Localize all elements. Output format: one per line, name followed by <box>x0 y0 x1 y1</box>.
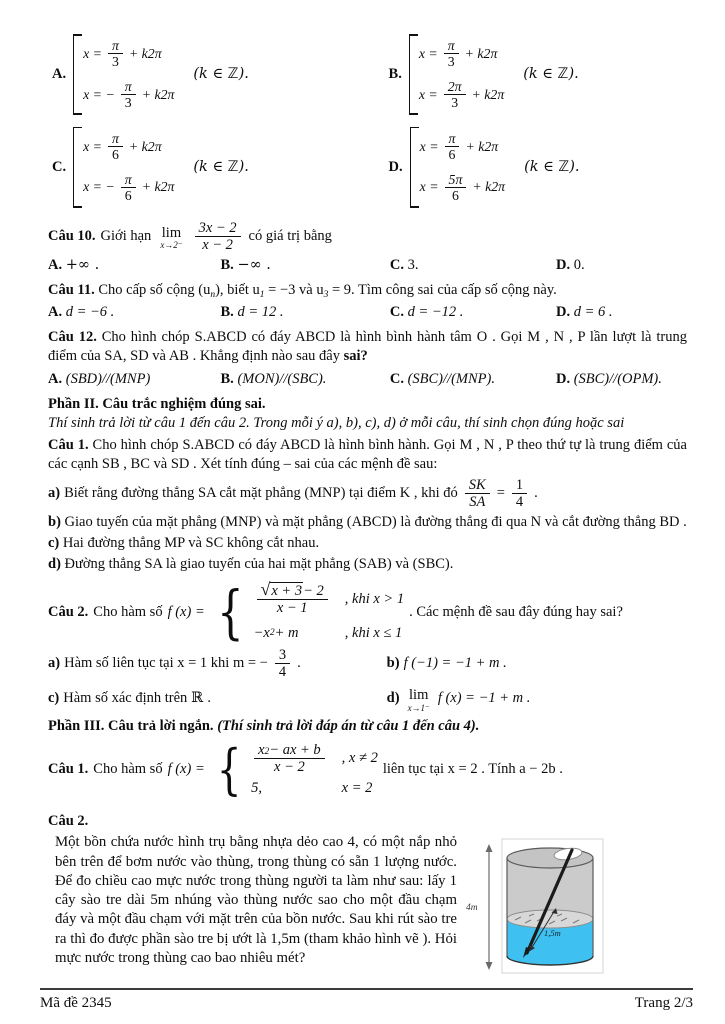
option-a <box>48 370 221 389</box>
fraction <box>444 79 466 111</box>
option-text: d = −12 . <box>407 304 464 321</box>
equation-system <box>410 127 509 208</box>
fraction <box>108 38 123 70</box>
part3-question-2 <box>48 833 687 979</box>
option-label: B. <box>220 304 234 321</box>
statement-label: b) <box>386 654 400 671</box>
q9-option-d <box>389 127 687 208</box>
lim-subscript: x→2⁻ <box>160 240 183 251</box>
equation-line <box>419 79 504 111</box>
height-label: 4m <box>466 903 478 914</box>
option-text: (SBD)//(MNP) <box>65 370 151 387</box>
part3-question-2-label: Câu 2. <box>48 813 89 830</box>
fraction <box>254 742 325 775</box>
question-label: Câu 10. <box>48 227 96 244</box>
question-text: . Các mệnh đề sau đây đúng hay sai? <box>409 603 623 620</box>
part3-heading: Phần III. Câu trả lời ngắn. <box>48 717 214 734</box>
denominator: 3 <box>112 54 119 70</box>
part3-instruction: (Thí sinh trả lời đáp án từ câu 1 đến câu 4). <box>217 717 480 734</box>
numerator: 3x − 2 <box>195 220 241 237</box>
math: x = <box>83 138 102 154</box>
option-label: D. <box>555 256 571 273</box>
denominator: 4 <box>515 494 524 511</box>
equation-line <box>83 38 174 70</box>
math: x = <box>418 86 438 102</box>
fraction <box>121 172 136 204</box>
fraction <box>444 38 459 70</box>
denominator: 6 <box>452 188 459 204</box>
p2q2-row-ab <box>48 645 687 682</box>
statement-a <box>48 647 387 680</box>
function-name: f (x) = <box>167 761 205 778</box>
math: x = − <box>83 179 115 195</box>
question-text: = 9. Tìm công sai của cấp số cộng này. <box>328 282 557 299</box>
lim-word: lim <box>161 224 182 241</box>
statement-d <box>387 686 687 711</box>
fraction <box>257 579 328 617</box>
period: . <box>297 654 301 671</box>
statement-text: Biết rằng đường thẳng SA cắt mặt phẳng (MNP) tại điểm K , khi đó <box>64 485 458 502</box>
option-text: 0. <box>573 256 585 273</box>
math: x = − <box>83 86 115 102</box>
math: −x <box>253 624 270 641</box>
limit <box>408 688 430 713</box>
equation-line <box>83 79 174 111</box>
denominator: x − 1 <box>276 600 308 617</box>
question-12 <box>48 328 687 366</box>
statement-c <box>48 534 687 553</box>
option-d <box>556 256 687 275</box>
question-11 <box>48 281 687 300</box>
option-label: C. <box>389 256 404 273</box>
part2-instruction: Thí sinh trả lời từ câu 1 đến câu 2. Trong mỗi ý a), b), c), d) ở mỗi câu, thí sinh chọn đúng hoặc sai <box>48 414 625 431</box>
question-label: Câu 2. <box>48 603 89 620</box>
numerator: SK <box>465 477 490 494</box>
p2q2-row-cd <box>48 684 687 713</box>
question-text: Cho hàm số <box>93 761 163 778</box>
numerator: π <box>108 131 123 147</box>
option-a <box>48 303 221 322</box>
math: + k2π <box>465 138 499 154</box>
math: − ax + b <box>269 741 321 758</box>
option-label: A. <box>52 65 67 82</box>
question-12-options <box>48 370 687 389</box>
numerator: 3 <box>275 647 290 664</box>
height-arrow-head-bottom <box>486 962 493 970</box>
denominator: 3 <box>124 95 132 111</box>
condition-1: , x ≠ 2 <box>341 749 378 766</box>
piece-1 <box>251 742 328 775</box>
question-text-bold: sai? <box>343 348 368 365</box>
statement-b <box>48 513 687 532</box>
period: . <box>207 689 211 706</box>
statement-text: f (−1) = −1 + m . <box>403 654 507 671</box>
option-label: A. <box>48 304 63 321</box>
option-text: (SBC)//(OPM). <box>573 370 662 387</box>
option-a <box>48 256 221 275</box>
math: + k2π <box>472 179 506 195</box>
page-footer <box>40 988 693 1014</box>
equation-line <box>420 131 505 163</box>
fraction <box>512 477 527 510</box>
numerator: 2π <box>444 79 466 95</box>
q9-option-b <box>389 34 687 115</box>
condition-1: , khi x > 1 <box>344 590 405 607</box>
option-text: d = 6 . <box>573 304 613 321</box>
option-text: d = −6 . <box>65 304 115 321</box>
question-label: Câu 11. <box>48 282 95 299</box>
math: x <box>258 741 265 758</box>
question-text: Cho hình chóp S.ABCD có đáy ABCD là hình bình hành. Gọi M , N , P theo thứ tự là trung điểm của các cạnh SB , BC và SD . Xét tính đúng – sai của các mệnh đề sau: <box>48 436 687 473</box>
statement-a <box>48 477 687 510</box>
numerator <box>257 579 328 600</box>
denominator: SA <box>469 494 486 511</box>
real-set-symbol: ℝ <box>191 689 204 706</box>
subscript: 3 <box>323 290 329 301</box>
equals: = <box>496 485 505 502</box>
statement-text: Đường thẳng SA là giao tuyến của hai mặt phẳng (SAB) và (SBC). <box>64 555 454 572</box>
statement-d <box>48 555 687 574</box>
left-brace: { <box>216 738 242 802</box>
statement-label: d) <box>48 555 61 572</box>
radicand: x + 3 <box>271 583 303 600</box>
statement-text: f (x) = −1 + m . <box>437 689 531 706</box>
denominator: 6 <box>112 147 119 163</box>
option-text: (SBC)//(MNP). <box>407 370 495 387</box>
subscript: n <box>210 290 216 301</box>
equation-system <box>409 34 508 115</box>
question-10-options <box>48 256 687 275</box>
question-text: Giới hạn <box>100 227 152 244</box>
denominator: 4 <box>278 663 287 680</box>
option-text: +∞ . <box>65 256 100 273</box>
option-text: d = 12 . <box>237 304 284 321</box>
numerator: 5π <box>445 172 467 188</box>
question-label: Câu 12. <box>48 329 97 346</box>
limit <box>160 226 182 251</box>
statement-c <box>48 689 387 708</box>
denominator: 6 <box>124 188 132 204</box>
option-text: (MON)//(SBC). <box>237 370 327 387</box>
equation-line <box>83 131 174 163</box>
statement-text: Giao tuyến của mặt phẳng (MNP) và mặt phẳng (ABCD) là đường thẳng đi qua N và cắt đường thẳng BD . <box>64 513 687 530</box>
condition-2: , khi x ≤ 1 <box>344 624 403 641</box>
fraction <box>465 477 490 510</box>
question-text: Cho cấp số cộng (u <box>98 282 211 299</box>
period: . <box>534 485 538 502</box>
k-in-z: (k ∈ ℤ). <box>193 158 249 175</box>
option-label: D. <box>555 370 571 387</box>
piece-1 <box>254 579 331 617</box>
fraction <box>445 172 467 204</box>
option-c <box>390 303 556 322</box>
question-label: Câu 1. <box>48 761 89 778</box>
option-label: A. <box>48 256 63 273</box>
fraction <box>275 647 290 680</box>
statement-label: d) <box>386 689 400 706</box>
option-d <box>556 370 687 389</box>
page-number: Trang 2/3 <box>634 995 693 1011</box>
statement-label: c) <box>48 534 60 551</box>
math: x = <box>83 45 102 61</box>
piecewise <box>253 579 405 643</box>
math: x = <box>418 45 438 61</box>
option-label: B. <box>388 65 402 82</box>
option-label: B. <box>220 370 234 387</box>
subscript: 1 <box>259 290 265 301</box>
question-text: có giá trị bằng <box>248 227 332 244</box>
part3-question-1 <box>48 738 687 802</box>
option-label: C. <box>52 158 67 175</box>
math: + k2π <box>471 86 505 102</box>
denominator: 6 <box>448 147 456 163</box>
math: + k2π <box>128 45 162 61</box>
question-text: = −3 và u <box>264 282 324 299</box>
q9-options-grid <box>48 34 687 208</box>
denominator: 3 <box>451 95 459 111</box>
math: x = <box>419 179 439 195</box>
part3-heading-line <box>48 717 687 736</box>
equation-system <box>73 34 178 115</box>
numerator: π <box>444 38 459 54</box>
denominator: x − 2 <box>274 758 305 775</box>
piecewise <box>251 742 378 799</box>
option-b <box>221 256 390 275</box>
fraction <box>445 131 460 163</box>
option-c <box>390 370 556 389</box>
statement-text: Hai đường thẳng MP và SC không cắt nhau. <box>62 534 320 551</box>
equation-line <box>420 172 505 204</box>
equation-line <box>83 172 174 204</box>
math: + k2π <box>141 86 175 102</box>
part2-heading: Phần II. Câu trắc nghiệm đúng sai. <box>48 395 266 412</box>
k-in-z: (k ∈ ℤ). <box>523 65 579 82</box>
option-text: −∞ . <box>237 256 271 273</box>
q9-option-c <box>52 127 389 208</box>
statement-label: a) <box>48 654 61 671</box>
equation-system <box>73 127 178 208</box>
denominator: 3 <box>447 54 455 70</box>
part2-question-1 <box>48 436 687 474</box>
numerator: π <box>108 38 123 54</box>
height-arrow-head-top <box>486 844 493 852</box>
fraction <box>108 131 123 163</box>
math: + k2π <box>128 138 162 154</box>
option-label: D. <box>555 304 571 321</box>
piece-2: −x 2 + m <box>254 624 331 643</box>
left-brace: { <box>216 577 244 646</box>
statement-b <box>387 654 687 673</box>
denominator: x − 2 <box>202 236 233 253</box>
option-label: D. <box>388 158 403 175</box>
k-in-z: (k ∈ ℤ). <box>524 158 580 175</box>
option-b <box>221 370 390 389</box>
question-text: ), biết u <box>215 282 260 299</box>
question-11-options <box>48 303 687 322</box>
statement-text: Hàm số liên tục tại x = 1 khi m = − <box>64 654 268 671</box>
option-b <box>221 303 390 322</box>
option-d <box>556 303 687 322</box>
option-label: C. <box>389 370 404 387</box>
question-10 <box>48 220 687 253</box>
math: + k2π <box>141 179 175 195</box>
statement-label: c) <box>48 689 60 706</box>
math: − 2 <box>303 583 324 600</box>
fraction <box>121 79 136 111</box>
statement-label: b) <box>48 513 61 530</box>
math: + k2π <box>464 45 498 61</box>
water-tank-figure <box>465 837 623 979</box>
problem-text: Một bồn chứa nước hình trụ bằng nhựa dẻo cao 4, có một nắp nhỏ bên trên để bơm nước vào thùng, trong thùng có sẵn 1 lượng nước. Để đo chiều cao mực nước trong thùng người ta làm như sau: lấy 1 cây sào tre dài 5m nhúng vào thùng nước sao cho một đầu chạm đáy và một đầu chạm với mặt trên của bồn nước. Sau khi rút sào tre ra thì đo được phần sào tre bị ướt là 1,5m (tham khảo hình vẽ ). Hỏi mực nước trong thùng cao bao nhiêu mét? <box>55 834 457 966</box>
math: x = <box>419 138 439 154</box>
option-c <box>390 256 556 275</box>
math: + m <box>274 624 299 641</box>
k-in-z: (k ∈ ℤ). <box>193 65 249 82</box>
function-name: f (x) = <box>167 603 205 620</box>
wet-length-label: 1,5m <box>544 928 561 939</box>
option-text: 3. <box>407 256 419 273</box>
piece-2: 5, <box>251 780 262 797</box>
q9-option-a <box>52 34 389 115</box>
numerator: x 2 − ax + b <box>254 742 325 759</box>
equation-line <box>419 38 504 70</box>
fraction <box>195 220 241 253</box>
part2-question-2 <box>48 577 687 646</box>
option-label: A. <box>48 370 63 387</box>
numerator: 1 <box>512 477 527 494</box>
question-text: Cho hình chóp S.ABCD có đáy ABCD là hình bình hành tâm O . Gọi M , N , P lần lượt là trung điểm của SA, SD và AB . Khẳng định nào sau đây <box>48 329 688 365</box>
option-label: C. <box>389 304 404 321</box>
statement-text: Hàm số xác định trên <box>63 689 188 706</box>
lim-word: lim <box>409 687 429 704</box>
condition-2: x = 2 <box>341 780 373 797</box>
numerator: π <box>121 79 136 95</box>
statement-label: a) <box>48 485 61 502</box>
question-text: Cho hàm số <box>93 603 163 620</box>
lim-subscript: x→1⁻ <box>407 702 430 713</box>
radical-sign: √ <box>260 579 271 600</box>
numerator: π <box>445 131 460 147</box>
numerator: π <box>121 172 136 188</box>
option-label: B. <box>220 256 234 273</box>
question-text: liên tục tại x = 2 . Tính a − 2b . <box>382 761 563 778</box>
exam-code: Mã đề 2345 <box>40 995 112 1011</box>
question-label: Câu 1. <box>48 436 89 453</box>
